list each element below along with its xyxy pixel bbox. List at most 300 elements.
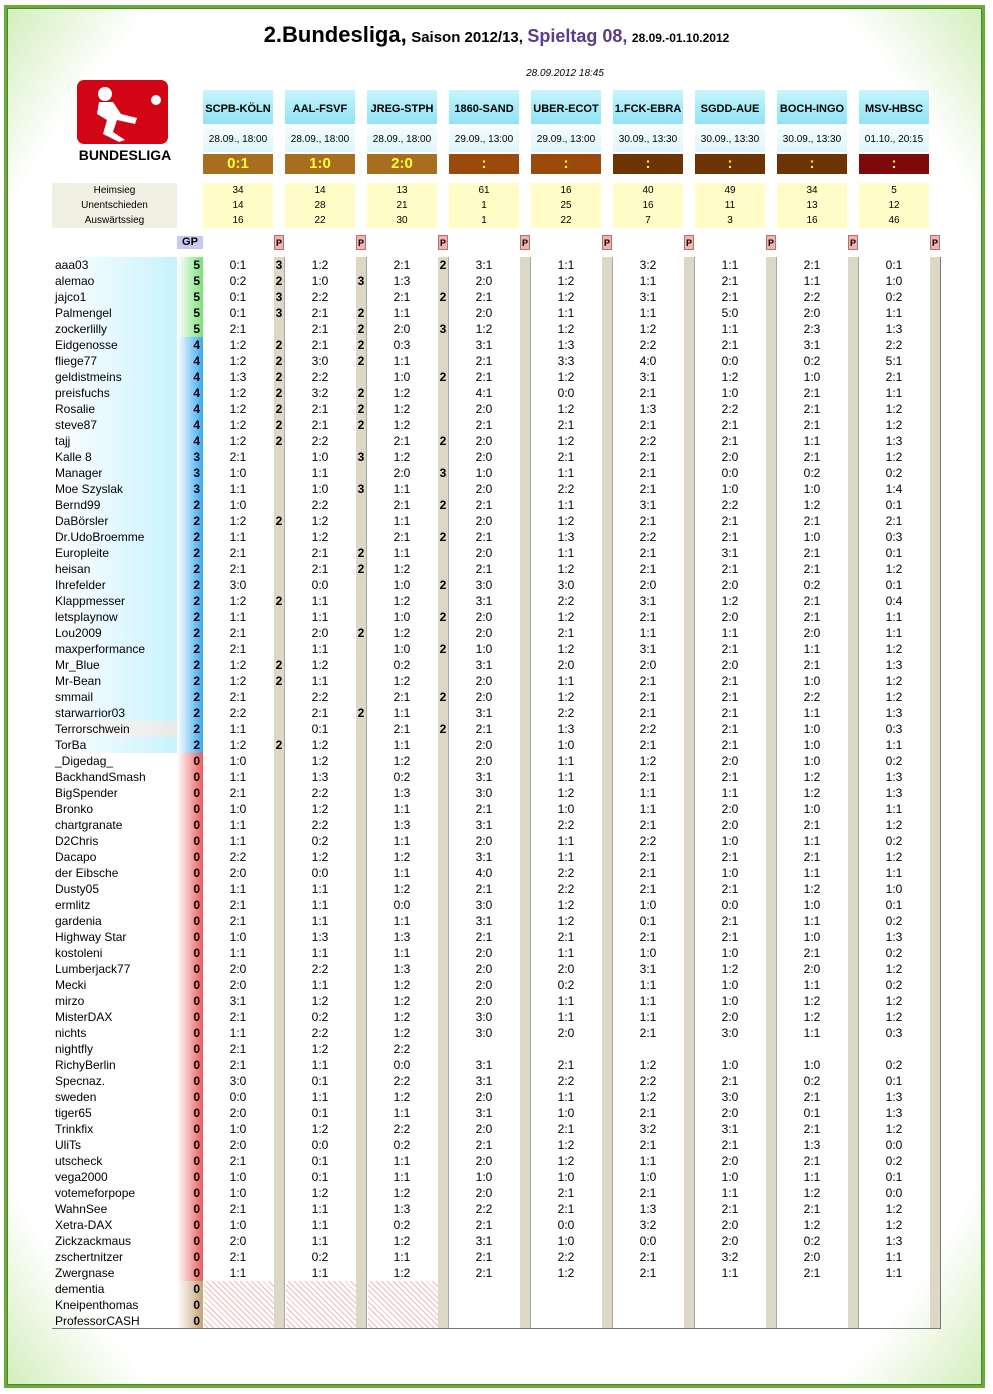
tip-cell: 1:2	[639, 322, 657, 336]
player-name[interactable]: ermlitz	[55, 898, 91, 912]
tip-cell: 1:2	[229, 514, 247, 528]
player-name[interactable]: BigSpender	[55, 786, 118, 800]
tip-cell: 1:1	[311, 610, 329, 624]
stat-value: 25	[531, 198, 601, 213]
player-gp: 0	[177, 961, 203, 977]
tip-cell: 2:1	[639, 674, 657, 688]
points-column-header: P	[602, 235, 612, 250]
player-name[interactable]: Dr.UdoBroemme	[52, 529, 177, 545]
player-name[interactable]: RichyBerlin	[55, 1058, 116, 1072]
player-name[interactable]: Manager	[52, 465, 177, 481]
tip-cell: 2:1	[311, 338, 329, 352]
tip-cell: 3:1	[475, 1058, 493, 1072]
tip-cell: 1:2	[229, 338, 247, 352]
tip-cell: 1:0	[557, 1106, 575, 1120]
match-date: 01.10., 20:15	[859, 127, 929, 152]
tip-cell: 3:1	[721, 546, 739, 560]
tip-points: 2	[275, 402, 283, 416]
tip-cell: 3:1	[475, 770, 493, 784]
tip-cell: 1:1	[639, 802, 657, 816]
player-name[interactable]: sweden	[55, 1090, 97, 1104]
tip-cell: 1:3	[311, 770, 329, 784]
tip-cell: 3:2	[639, 258, 657, 272]
player-name[interactable]: Terrorschwein	[52, 721, 177, 737]
player-gp: 0	[177, 753, 203, 769]
page-title	[0, 22, 993, 48]
player-name[interactable]: preisfuchs	[52, 385, 177, 401]
tip-points: 2	[357, 386, 365, 400]
tip-cell: 1:0	[311, 482, 329, 496]
tip-cell: 2:1	[639, 1026, 657, 1040]
player-name[interactable]: tiger65	[55, 1106, 92, 1120]
player-name[interactable]: Lou2009	[52, 625, 177, 641]
tip-cell	[859, 1297, 929, 1313]
tip-cell: 0:1	[885, 1170, 903, 1184]
player-name[interactable]: Europleite	[52, 545, 177, 561]
tip-cell: 0:1	[885, 578, 903, 592]
tip-cell: 1:1	[229, 482, 247, 496]
tip-cell: 0:1	[885, 498, 903, 512]
player-name[interactable]: Mr-Bean	[52, 673, 177, 689]
tip-cell: 1:0	[393, 610, 411, 624]
tip-cell: 2:1	[803, 546, 821, 560]
tip-cell: 1:1	[557, 306, 575, 320]
tip-cell: 3:1	[639, 370, 657, 384]
player-name[interactable]: letsplaynow	[52, 609, 177, 625]
match-date: 30.09., 13:30	[695, 127, 765, 152]
tip-cell: 1:0	[721, 1170, 739, 1184]
tip-cell: 2:0	[475, 514, 493, 528]
player-name[interactable]: UliTs	[55, 1138, 81, 1152]
tip-cell: 1:2	[311, 754, 329, 768]
tip-cell: 0:0	[393, 898, 411, 912]
player-gp: 5	[177, 305, 203, 321]
match-teams[interactable]: SCPB-KÖLN	[203, 90, 273, 124]
player-name[interactable]: Lumberjack77	[55, 962, 131, 976]
tip-cell: 1:1	[229, 722, 247, 736]
tip-cell: 0:2	[803, 466, 821, 480]
player-name[interactable]: Xetra-DAX	[55, 1218, 113, 1232]
tip-cell: 0:2	[885, 914, 903, 928]
tip-cell: 2:1	[475, 418, 493, 432]
player-name[interactable]: smmail	[52, 689, 177, 705]
tip-cell: 1:1	[721, 322, 739, 336]
player-name[interactable]: D2Chris	[55, 834, 99, 848]
tip-cell: 1:2	[393, 1186, 411, 1200]
tip-cell: 1:3	[885, 786, 903, 800]
tip-cell: 2:1	[557, 450, 575, 464]
match-date: 30.09., 13:30	[613, 127, 683, 152]
tip-cell: 2:2	[721, 498, 739, 512]
tip-cell: 2:1	[721, 1202, 739, 1216]
tip-cell: 0:0	[721, 466, 739, 480]
tip-cell: 0:2	[885, 1154, 903, 1168]
season-label: Saison 2012/13,	[411, 29, 523, 46]
match-teams[interactable]: MSV-HBSC	[859, 90, 929, 124]
player-name[interactable]: Trinkfix	[55, 1122, 94, 1136]
tip-cell: 1:3	[393, 818, 411, 832]
player-name[interactable]: tajj	[52, 433, 177, 449]
tip-points: 3	[357, 482, 365, 496]
tip-cell: 1:1	[639, 1010, 657, 1024]
player-name[interactable]: Bronko	[55, 802, 94, 816]
stat-value: 28	[285, 198, 355, 213]
player-gp: 0	[177, 1281, 203, 1297]
tip-cell: 2:1	[639, 562, 657, 576]
tip-cell: 2:1	[803, 658, 821, 672]
player-name[interactable]: chartgranate	[55, 818, 123, 832]
stat-value: 16	[613, 198, 683, 213]
player-gp: 0	[177, 1025, 203, 1041]
player-name[interactable]: Moe Szyslak	[52, 481, 177, 497]
player-name[interactable]: mirzo	[55, 994, 85, 1008]
player-name[interactable]: Eidgenosse	[52, 337, 177, 353]
player-gp: 0	[177, 1201, 203, 1217]
tip-cell	[613, 1281, 683, 1297]
player-name[interactable]: geldistmeins	[52, 369, 177, 385]
tip-cell: 3:2	[721, 1250, 739, 1264]
tip-points: 2	[439, 258, 447, 272]
tip-cell: 5:0	[721, 306, 739, 320]
player-name[interactable]: dementia	[55, 1282, 105, 1296]
tip-cell: 2:1	[229, 562, 247, 576]
player-name[interactable]: votemeforpope	[55, 1186, 136, 1200]
tip-cell: 1:2	[311, 1042, 329, 1056]
tip-cell: 2:1	[803, 450, 821, 464]
player-name[interactable]: MisterDAX	[55, 1010, 113, 1024]
tip-cell: 1:0	[803, 898, 821, 912]
player-name[interactable]: TorBa	[52, 737, 177, 753]
match-teams[interactable]: SGDD-AUE	[695, 90, 765, 124]
tip-cell: 2:1	[803, 818, 821, 832]
player-gp: 2	[177, 529, 203, 545]
tip-cell: 4:0	[475, 866, 493, 880]
tip-cell: 0:0	[311, 578, 329, 592]
player-name[interactable]: Dacapo	[55, 850, 97, 864]
tip-cell: 3:1	[803, 338, 821, 352]
tip-cell: 1:1	[229, 882, 247, 896]
tip-cell: 2:0	[475, 306, 493, 320]
player-name[interactable]: maxperformance	[52, 641, 177, 657]
tip-cell: 2:1	[393, 722, 411, 736]
player-name[interactable]: Zickzackmaus	[55, 1234, 132, 1248]
tip-cell: 2:1	[475, 1266, 493, 1280]
tip-points: 2	[357, 322, 365, 336]
player-name[interactable]: nightfly	[55, 1042, 94, 1056]
points-column-header: P	[356, 235, 366, 250]
player-name[interactable]: Highway Star	[55, 930, 127, 944]
tip-points: 2	[275, 738, 283, 752]
player-name[interactable]: fliege77	[52, 353, 177, 369]
tip-cell: 2:0	[475, 962, 493, 976]
match-score: :	[777, 154, 847, 174]
tip-cell: 2:1	[229, 898, 247, 912]
tip-cell: 2:1	[803, 1090, 821, 1104]
player-name[interactable]: BackhandSmash	[55, 770, 146, 784]
tip-cell: 2:0	[721, 1154, 739, 1168]
tip-cell: 1:0	[639, 1170, 657, 1184]
stat-value: 7	[613, 213, 683, 228]
tip-points: 3	[439, 466, 447, 480]
tip-cell: 2:1	[721, 674, 739, 688]
tip-cell: 2:1	[803, 1266, 821, 1280]
tip-cell: 1:1	[885, 866, 903, 880]
tip-cell: 1:1	[311, 1202, 329, 1216]
tip-cell: 2:1	[639, 1186, 657, 1200]
player-name[interactable]: Kneipenthomas	[55, 1298, 139, 1312]
tip-cell: 2:1	[229, 914, 247, 928]
tip-cell: 2:0	[475, 946, 493, 960]
tip-cell	[449, 1281, 519, 1297]
tip-cell: 2:1	[475, 882, 493, 896]
tip-cell: 1:2	[393, 386, 411, 400]
player-name[interactable]: utscheck	[55, 1154, 103, 1168]
tip-cell: 3:1	[475, 1234, 493, 1248]
tip-cell: 2:0	[229, 1138, 247, 1152]
tip-cell: 1:1	[393, 514, 411, 528]
tip-cell: 2:1	[393, 258, 411, 272]
tip-cell: 1:1	[557, 754, 575, 768]
tip-cell: 1:0	[393, 578, 411, 592]
player-name[interactable]: _Digedag_	[55, 754, 114, 768]
player-name[interactable]: alemao	[52, 273, 177, 289]
player-gp: 0	[177, 897, 203, 913]
player-name[interactable]: Mecki	[55, 978, 87, 992]
tip-cell: 2:0	[475, 738, 493, 752]
tip-cell: 1:2	[557, 562, 575, 576]
tip-cell	[367, 1281, 437, 1297]
tip-cell: 1:0	[229, 754, 247, 768]
player-name[interactable]: Palmengel	[52, 305, 177, 321]
player-gp: 0	[177, 801, 203, 817]
player-name[interactable]: zockerlilly	[52, 321, 177, 337]
tip-cell: 1:2	[311, 850, 329, 864]
tip-cell: 2:1	[229, 1250, 247, 1264]
tip-cell: 0:0	[311, 1138, 329, 1152]
tip-points: 2	[357, 562, 365, 576]
player-gp: 0	[177, 1121, 203, 1137]
player-name[interactable]: jajco1	[52, 289, 177, 305]
tip-cell: 3:1	[475, 594, 493, 608]
match-teams[interactable]: JREG-STPH	[367, 90, 437, 124]
points-column-bar	[930, 257, 940, 1329]
player-name[interactable]: DaBörsler	[52, 513, 177, 529]
player-gp: 2	[177, 721, 203, 737]
tip-cell: 1:2	[229, 674, 247, 688]
player-name[interactable]: Rosalie	[52, 401, 177, 417]
player-name[interactable]: vega2000	[55, 1170, 108, 1184]
match-score: 2:0	[367, 154, 437, 174]
tip-cell: 2:1	[475, 562, 493, 576]
tip-points: 2	[439, 434, 447, 448]
player-gp: 0	[177, 1233, 203, 1249]
tip-cell: 2:1	[639, 482, 657, 496]
tip-cell: 1:2	[557, 1266, 575, 1280]
player-gp: 5	[177, 273, 203, 289]
tip-cell: 1:1	[557, 466, 575, 480]
tip-cell: 2:0	[721, 578, 739, 592]
tip-cell: 2:0	[557, 658, 575, 672]
tip-cell	[531, 1297, 601, 1313]
tip-cell: 2:1	[639, 546, 657, 560]
tip-cell: 1:1	[393, 482, 411, 496]
tip-cell: 2:2	[721, 402, 739, 416]
player-name[interactable]: Kalle 8	[52, 449, 177, 465]
tip-cell: 2:1	[721, 722, 739, 736]
tip-points: 2	[439, 642, 447, 656]
player-gp: 4	[177, 417, 203, 433]
match-teams[interactable]: UBER-ECOT	[531, 90, 601, 124]
player-name[interactable]: Klappmesser	[52, 593, 177, 609]
player-name[interactable]: Ihrefelder	[52, 577, 177, 593]
tip-cell: 2:1	[639, 866, 657, 880]
player-name[interactable]: Zwergnase	[55, 1266, 115, 1280]
tip-cell: 0:2	[803, 578, 821, 592]
player-name[interactable]: WahnSee	[55, 1202, 108, 1216]
tip-cell	[859, 1281, 929, 1297]
match-teams[interactable]: BOCH-INGO	[777, 90, 847, 124]
tip-cell: 2:1	[475, 354, 493, 368]
points-column-bar	[520, 257, 530, 1329]
match-teams[interactable]: 1.FCK-EBRA	[613, 90, 683, 124]
tip-cell: 1:2	[393, 594, 411, 608]
tip-cell: 2:0	[721, 450, 739, 464]
tip-cell: 1:2	[393, 754, 411, 768]
tip-cell: 1:1	[311, 898, 329, 912]
tip-cell: 1:2	[557, 514, 575, 528]
tip-cell: 3:2	[639, 1122, 657, 1136]
player-name[interactable]: Specnaz.	[55, 1074, 106, 1088]
player-name[interactable]: Dusty05	[55, 882, 100, 896]
tip-cell: 1:0	[475, 1170, 493, 1184]
player-name[interactable]: Bernd99	[52, 497, 177, 513]
tip-cell: 3:0	[475, 1026, 493, 1040]
tip-cell: 0:2	[393, 1138, 411, 1152]
tip-cell: 2:2	[311, 370, 329, 384]
tip-cell: 0:1	[229, 290, 247, 304]
player-name[interactable]: kostoleni	[55, 946, 103, 960]
tip-cell: 1:1	[885, 1266, 903, 1280]
tip-cell	[449, 1041, 519, 1057]
tip-cell: 2:1	[721, 290, 739, 304]
player-name[interactable]: aaa03	[52, 257, 177, 273]
player-gp: 4	[177, 401, 203, 417]
tip-cell: 1:1	[557, 946, 575, 960]
tip-cell: 1:2	[229, 658, 247, 672]
player-name[interactable]: Mr_Blue	[52, 657, 177, 673]
points-column-header: P	[766, 235, 776, 250]
tip-cell: 2:1	[721, 562, 739, 576]
tip-cell: 0:0	[885, 1186, 903, 1200]
player-name[interactable]: heisan	[52, 561, 177, 577]
tip-cell: 1:1	[229, 770, 247, 784]
tip-points: 2	[275, 434, 283, 448]
tip-cell: 2:1	[311, 306, 329, 320]
tip-cell: 1:1	[393, 738, 411, 752]
tip-cell: 2:1	[475, 1218, 493, 1232]
tip-cell	[695, 1281, 765, 1297]
player-name[interactable]: der Eibsche	[55, 866, 119, 880]
tip-cell	[613, 1297, 683, 1313]
tip-cell: 1:1	[557, 770, 575, 784]
tip-cell: 2:2	[557, 1074, 575, 1088]
tip-cell: 0:3	[393, 338, 411, 352]
tip-cell: 1:2	[803, 882, 821, 896]
player-name[interactable]: starwarrior03	[52, 705, 177, 721]
tip-cell: 2:2	[639, 834, 657, 848]
tip-cell: 1:0	[229, 802, 247, 816]
tip-cell	[613, 1313, 683, 1329]
tip-cell: 2:1	[721, 738, 739, 752]
match-teams[interactable]: AAL-FSVF	[285, 90, 355, 124]
tip-cell: 3:0	[229, 578, 247, 592]
tip-cell: 2:0	[311, 626, 329, 640]
tip-cell: 1:1	[393, 354, 411, 368]
tip-cell: 2:0	[475, 1122, 493, 1136]
tip-points: 2	[439, 498, 447, 512]
tip-cell: 1:0	[721, 1058, 739, 1072]
tip-cell: 1:1	[639, 978, 657, 992]
tip-cell: 1:0	[803, 530, 821, 544]
player-gp: 2	[177, 737, 203, 753]
tip-cell: 2:1	[557, 1186, 575, 1200]
tip-cell: 0:0	[885, 1138, 903, 1152]
tip-cell: 2:1	[639, 466, 657, 480]
tip-cell: 1:1	[393, 546, 411, 560]
tip-cell: 1:0	[803, 674, 821, 688]
match-teams[interactable]: 1860-SAND	[449, 90, 519, 124]
match-date: 29.09., 13:00	[531, 127, 601, 152]
tip-cell: 2:1	[557, 418, 575, 432]
player-name[interactable]: nichts	[55, 1026, 87, 1040]
tip-cell: 0:2	[311, 834, 329, 848]
tip-cell: 2:1	[311, 546, 329, 560]
tip-cell: 1:1	[803, 1170, 821, 1184]
tip-cell: 1:2	[803, 1218, 821, 1232]
tip-cell: 2:1	[229, 1202, 247, 1216]
tip-cell: 2:0	[475, 994, 493, 1008]
tip-cell: 2:0	[721, 1106, 739, 1120]
player-gp: 0	[177, 1169, 203, 1185]
player-gp: 0	[177, 817, 203, 833]
tip-cell	[531, 1313, 601, 1329]
tip-cell: 2:1	[393, 290, 411, 304]
tip-cell: 2:1	[639, 514, 657, 528]
tip-cell: 4:1	[475, 386, 493, 400]
player-name[interactable]: ProfessorCASH	[55, 1314, 140, 1328]
tip-cell	[777, 1041, 847, 1057]
match-date: 28.09., 18:00	[285, 127, 355, 152]
stat-value: 5	[859, 183, 929, 198]
player-name[interactable]: gardenia	[55, 914, 102, 928]
player-name[interactable]: steve87	[52, 417, 177, 433]
tip-cell: 1:2	[885, 818, 903, 832]
tip-cell: 2:1	[803, 1154, 821, 1168]
tip-cell: 1:1	[803, 978, 821, 992]
player-name[interactable]: zschertnitzer	[55, 1250, 124, 1264]
player-gp: 0	[177, 833, 203, 849]
tip-cell: 2:0	[229, 978, 247, 992]
tip-cell: 2:1	[803, 1122, 821, 1136]
tip-cell: 2:1	[803, 610, 821, 624]
tip-cell: 1:0	[721, 994, 739, 1008]
stat-value: 11	[695, 198, 765, 213]
stat-value: 40	[613, 183, 683, 198]
tip-cell	[203, 1281, 273, 1297]
tip-cell: 1:2	[393, 1266, 411, 1280]
tip-cell: 0:0	[721, 354, 739, 368]
tip-cell: 2:0	[475, 626, 493, 640]
